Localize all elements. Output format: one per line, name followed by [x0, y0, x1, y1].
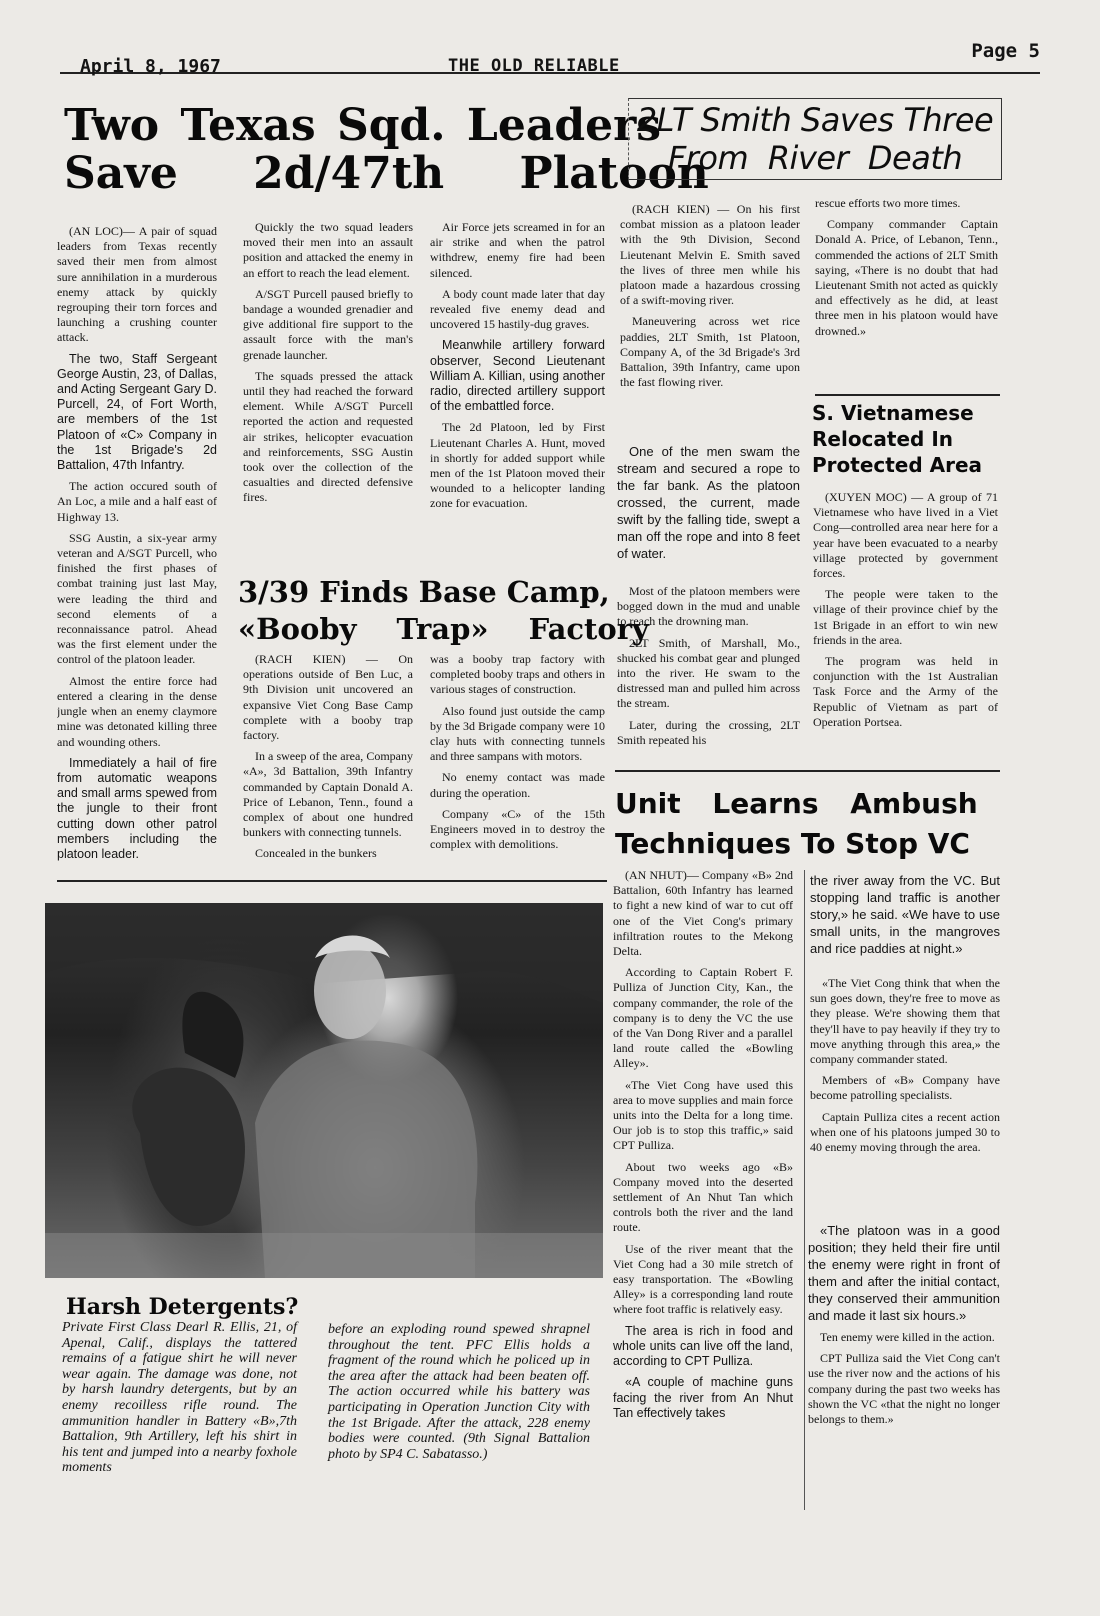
paragraph: According to Captain Robert F. Pulliza of Junction City, Kan., the company commander, the role of the company is to deny the VC the use of the Van Dong River and a parallel land route called the «Bowling Alley».: [613, 965, 793, 1071]
photo-caption-column-1: [62, 1320, 297, 1490]
paragraph: Also found just outside the camp by the 3d Brigade company were 10 clay huts with connecting tunnels and three sampans with motors.: [430, 703, 605, 764]
texas-headline-line-2: Save 2d/47th Platoon: [64, 148, 709, 199]
smith-column-1-lower: [617, 584, 800, 764]
paragraph: The two, Staff Sergeant George Austin, 23, of Dallas, and Acting Sergeant Gary D. Purcell, 24, of Fort Worth, are members of the 1st Platoon of «C» Company in the 1st Brigade's 2d Battalion, 47th Infantry.: [57, 351, 217, 473]
paragraph: Later, during the crossing, 2LT Smith repeated his: [617, 717, 800, 747]
paragraph: Captain Pulliza cites a recent action when one of his platoons jumped 30 to 40 enemy moving through the area.: [810, 1109, 1000, 1155]
basecamp-headline: [238, 574, 649, 648]
paragraph: «The Viet Cong have used this area to move supplies and main force units into the Delta for a long time. Our job is to stop this traffic,» said CPT Pulliza.: [613, 1077, 793, 1153]
ambush-column-2-top: [810, 872, 1000, 972]
vietnamese-headline-line-1: S. Vietnamese: [812, 401, 974, 425]
texas-column-2: [243, 220, 413, 555]
paragraph: Almost the entire force had entered a clearing in the dense jungle when an enemy claymore mine was detonated killing three and wounding others.: [57, 673, 217, 749]
paragraph: the river away from the VC. But stopping land traffic is another story,» he said. «We have to use small units, in the mangroves and rice paddies at night.»: [810, 873, 1000, 956]
ambush-headline-line-2: Techniques To Stop VC: [615, 827, 970, 860]
paragraph: Company «C» of the 15th Engineers moved in to destroy the complex with demolitions.: [430, 806, 605, 852]
paragraph: «A couple of machine guns facing the river from An Nhut Tan effectively takes: [613, 1375, 793, 1420]
divider: [57, 880, 607, 882]
texas-headline-line-1: Two Texas Sqd. Leaders: [64, 100, 662, 151]
texas-column-1: [57, 224, 217, 874]
paragraph: 2LT Smith, of Marshall, Mo., shucked his combat gear and plunged into the river. He swam to the distressed man and pulled him across the stream.: [617, 635, 800, 711]
basecamp-headline-line-2: «Booby Trap» Factory: [238, 612, 649, 646]
page-number: Page 5: [971, 40, 1040, 62]
paragraph: About two weeks ago «B» Company moved into the deserted settlement of An Nhut Tan which controls both the river and the land route.: [613, 1159, 793, 1235]
paragraph: No enemy contact was made during the operation.: [430, 770, 605, 800]
paragraph: Members of «B» Company have become patrolling specialists.: [810, 1073, 1000, 1103]
ambush-column-2-mid: [810, 976, 1000, 1220]
column-divider: [804, 870, 805, 1510]
divider: [815, 394, 1000, 396]
paragraph: The people were taken to the village of their province chief by the 1st Brigade in an effort to win new friends in the area.: [813, 587, 998, 647]
basecamp-headline-line-1: 3/39 Finds Base Camp,: [238, 575, 610, 609]
divider: [615, 770, 1000, 772]
paragraph: Immediately a hail of fire from automatic weapons and small arms spewed from the jungle to their front cutting down other patrol members including the platoon leader.: [57, 755, 217, 861]
paragraph: Quickly the two squad leaders moved their men into an assault position and attacked the enemy in an effort to reach the lead element.: [243, 220, 413, 280]
paragraph: CPT Pulliza said the Viet Cong can't use the river now and the actions of his company during the past two weeks has shown the VC «that the night no longer belongs to them.»: [808, 1351, 1000, 1427]
smith-column-1: [620, 202, 800, 427]
paragraph: (RACH KIEN) — On operations outside of Ben Luc, a 9th Division unit uncovered an expansive Viet Cong Base Camp complete with a booby trap factory.: [243, 652, 413, 743]
vietnamese-headline-line-3: Protected Area: [812, 453, 983, 477]
paragraph: The 2d Platoon, led by First Lieutenant Charles A. Hunt, moved in shortly for added support while men of the 1st Platoon moved their wounded to a helicopter landing zone for evacuation.: [430, 420, 605, 511]
paragraph: «The Viet Cong think that when the sun goes down, they're free to move as they please. We're showing them that they'll have to pay heavily if they try to move anything through this area,» the company commander stated.: [810, 976, 1000, 1067]
paragraph: In a sweep of the area, Company «A», 3d Battalion, 39th Infantry commanded by Captain Donald A. Price of Lebanon, Tenn., found a complex of about one hundred bunkers with connecting tunnels.: [243, 749, 413, 840]
paragraph: Meanwhile artillery forward observer, Second Lieutenant William A. Killian, using another radio, directed artillery support of the embattled force.: [430, 338, 605, 414]
paragraph: «The platoon was in a good position; they held their fire until the enemy were right in front of them and after the initial contact, they conserved their ammunition and made it last six hours.»: [808, 1223, 1000, 1323]
ambush-headline: [615, 784, 1000, 864]
paragraph: (RACH KIEN) — On his first combat mission as a platoon leader with the 9th Division, Second Lieutenant Melvin E. Smith saved the lives of three men while his platoon made a hazardous crossing of a swift-moving river.: [620, 202, 800, 308]
paragraph: Air Force jets screamed in for an air strike and when the patrol withdrew, enemy fire had been silenced.: [430, 220, 605, 280]
paragraph: (AN NHUT)— Company «B» 2nd Battalion, 60th Infantry has learned to fight a new kind of war to cut off one of the Viet Cong's primary infiltration routes to the Mekong Delta.: [613, 868, 793, 959]
paragraph: A/SGT Purcell paused briefly to bandage a wounded grenadier and give additional fire support to the assault force with the man's grenade launcher.: [243, 286, 413, 362]
paragraph: The action occured south of An Loc, a mile and a half east of Highway 13.: [57, 479, 217, 524]
paragraph: The program was held in conjunction with the 1st Australian Task Force and the Army of the Republic of Vietnam as part of Operation Portsea.: [813, 654, 998, 729]
paragraph: The area is rich in food and whole units can live off the land, according to CPT Pulliza.: [613, 1323, 793, 1369]
basecamp-column-1: [243, 652, 413, 874]
paragraph: Ten enemy were killed in the action.: [820, 1330, 995, 1344]
issue-date: April 8, 1967: [80, 56, 221, 77]
texas-column-3: [430, 220, 605, 555]
paragraph: SSG Austin, a six-year army veteran and A/SGT Purcell, who finished the first phases of combat training just last May, were leading the third and second elements of a reconnaissance patrol. Ahead was the first element under the control of the platoon leader.: [57, 530, 217, 667]
paragraph: Maneuvering across wet rice paddies, 2LT Smith, 1st Platoon, Company A, of the 3d Brigade's 3rd Battalion, 39th Infantry, came upon the fast flowing river.: [620, 314, 800, 390]
ambush-column-1: [613, 868, 793, 1518]
paragraph: was a booby trap factory with completed booby traps and others in various stages of construction.: [430, 652, 605, 697]
ambush-column-2-lower: [808, 1222, 1000, 1522]
paragraph: The squads pressed the attack until they had reached the forward element. While A/SGT Purcell reported the action and requested air strikes, helicopter evacuation and reinforcements, SSG Austin took over the collection of the casualties and directed defensive fires.: [243, 368, 413, 505]
smith-headline-box: [628, 98, 1002, 180]
photo-headline: Harsh Detergents?: [66, 1294, 299, 1320]
photo-illustration: [45, 903, 603, 1278]
vietnamese-headline-line-2: Relocated In: [812, 427, 953, 451]
caption-text: before an exploding round spewed shrapnel throughout the tent. PFC Ellis holds a fragment of the round which he policed up in the area after the attack had been beaten off. The action occurred while his battery was participating in Operation Junction City with the 1st Brigade. After the attack, 228 enemy bodies were counted. (9th Signal Battalion photo by SP4 C. Sabatasso.): [328, 1322, 590, 1462]
smith-column-2: [815, 196, 998, 384]
paragraph: A body count made later that day revealed five enemy dead and uncovered 15 hastily-dug graves.: [430, 286, 605, 332]
photo-caption-column-2: [328, 1322, 590, 1492]
smith-headline-line-1: 2LT Smith Saves Three: [636, 101, 994, 139]
paragraph: Company commander Captain Donald A. Price, of Lebanon, Tenn., commended the actions of 2LT Smith saying, «There is no doubt that had Lieutenant Smith not acted as quickly and effectively as he did, at least three men in his platoon would have drowned.»: [815, 217, 998, 338]
smith-headline-line-2: From River Death: [667, 139, 963, 177]
smith-column-1-mid: [617, 443, 800, 579]
news-photo: [45, 903, 603, 1278]
paragraph: Concealed in the bunkers: [255, 846, 377, 861]
texas-headline: [64, 100, 709, 199]
ambush-headline-line-1: Unit Learns Ambush: [615, 787, 978, 820]
caption-text: Private First Class Dearl R. Ellis, 21, of Apenal, Calif., displays the tattered remains of a fatigue shirt he will never wear again. The damage was done, not by harsh laundry detergents, but by an enemy recoilless rifle round. The ammunition handler in Battery «B»,7th Battalion, 9th Artillery, left his shirt in his tent and jumped into a nearby foxhole moments: [62, 1320, 297, 1476]
vietnamese-headline: [812, 400, 1002, 478]
paragraph: Use of the river meant that the Viet Cong had a 30 mile stretch of easy transportation. The «Bowling Alley» is a corresponding land route where foot traffic is relatively easy.: [613, 1241, 793, 1317]
paper-title: THE OLD RELIABLE: [448, 56, 620, 76]
masthead: [60, 38, 1040, 77]
paragraph: rescue efforts two more times.: [815, 196, 961, 210]
paragraph: One of the men swam the stream and secured a rope to the far bank. As the platoon crossed, the current, made swift by the falling tide, swept a man off the rope and into 8 feet of water.: [617, 444, 800, 561]
basecamp-column-2: [430, 652, 605, 874]
paragraph: Most of the platoon members were bogged down in the mud and unable to reach the drowning man.: [617, 584, 800, 629]
paragraph: (XUYEN MOC) — A group of 71 Vietnamese who have lived in a Viet Cong—controlled area near here for a year have been evacuated to a nearby village protected by government forces.: [813, 490, 998, 581]
paragraph: (AN LOC)— A pair of squad leaders from Texas recently saved their men from almost sure annihilation in a murderous enemy attack by quickly regrouping their torn forces and launching a crushing counter attack.: [57, 224, 217, 345]
vietnamese-column: [813, 490, 998, 760]
